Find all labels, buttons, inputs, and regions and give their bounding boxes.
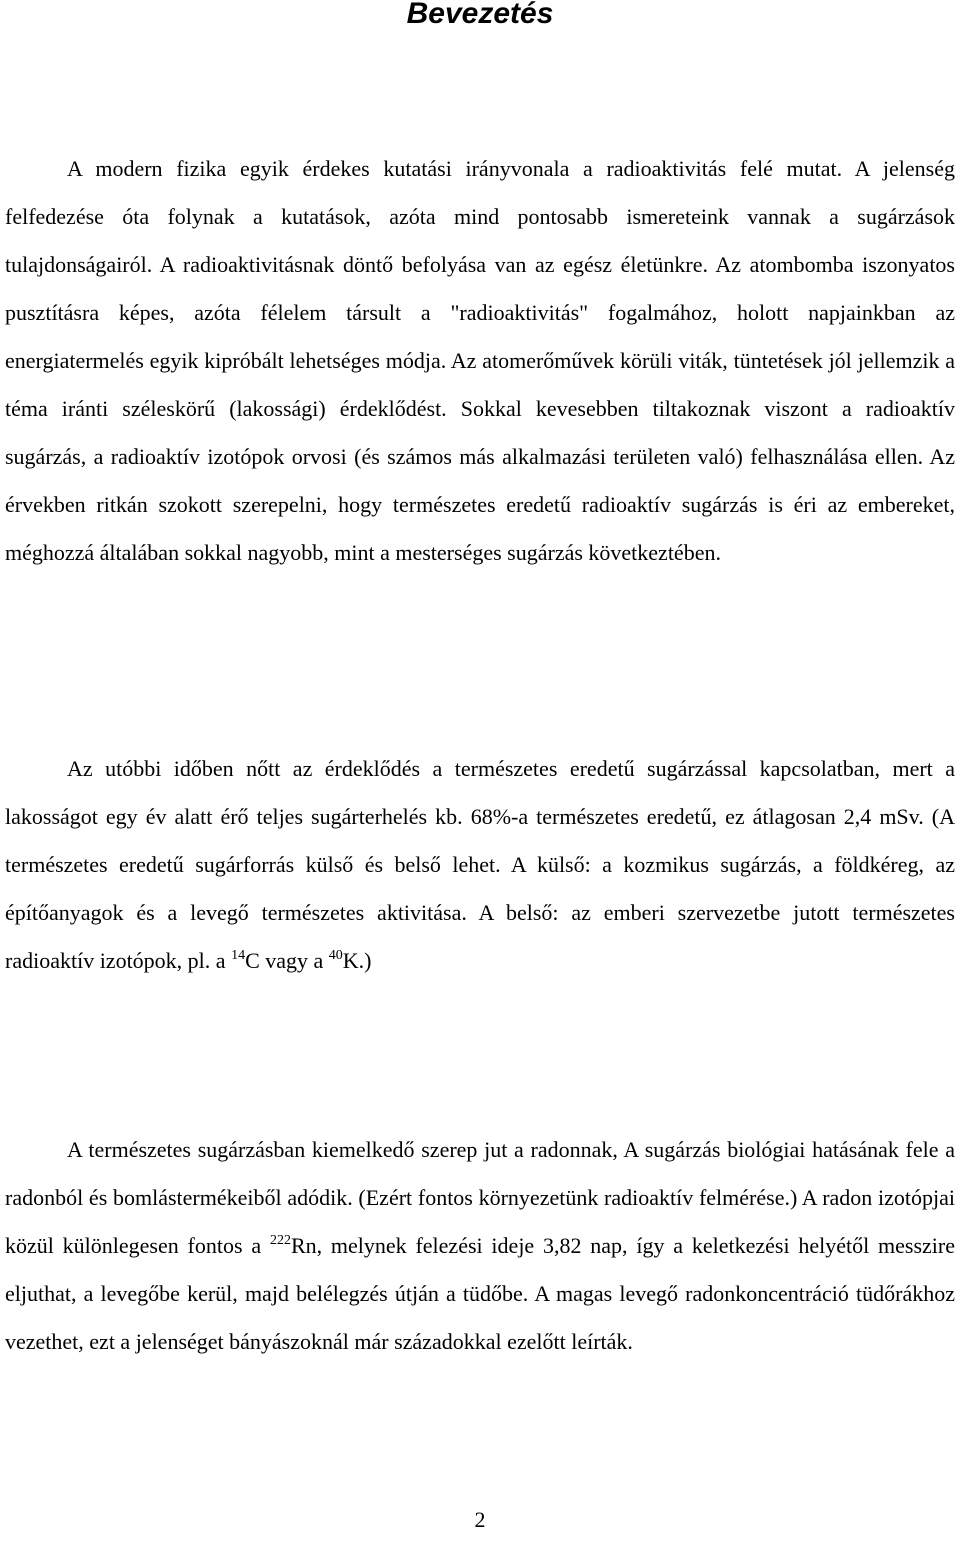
k40-symbol-text: K.) xyxy=(342,948,372,973)
paragraph-intro-text: A modern fizika egyik érdekes kutatási irányvonala a radioaktivitás felé mutat. A jelenség felfedezése óta folynak a kutatások, azóta mind pontosabb ismereteink vannak a sugárzások tulajdonságairól. A radioaktivitásnak döntő befolyása van az egész életünkre. Az atombomba iszonyatos pusztításra képes, azóta félelem társult a "radioaktivitás" fogalmához, holott napjainkban az energiatermelés egyik kipróbált lehetséges módja. Az atomerőművek körüli viták, tüntetések jól jellemzik a téma iránti széleskörű (lakossági) érdeklődést. Sokkal kevesebben tiltakoznak viszont a radioaktív sugárzás, a radioaktív izotópok orvosi (és számos más alkalmazási területen való) felhasználása ellen. Az érvekben ritkán szokott szerepelni, hogy természetes eredetű radioaktív sugárzás is éri az embereket, méghozzá általában sokkal nagyobb, mint a mesterséges sugárzás következtében. xyxy=(5,156,955,565)
c14-symbol-text: C vagy a xyxy=(245,948,329,973)
c14-mass-number: 14 xyxy=(231,948,246,963)
k40-mass-number: 40 xyxy=(328,948,343,963)
paragraph-natural-radiation-text: Az utóbbi időben nőtt az érdeklődés a természetes eredetű sugárzással kapcsolatban, mert a lakosságot egy év alatt érő teljes sugárterhelés kb. 68%-a természetes eredetű, ez átlagosan 2,4 mSv. (A természetes eredetű sugárforrás külső és belső lehet. A külső: a kozmikus sugárzás, a földkéreg, az építőanyagok és a levegő természetes aktivitása. A belső: az emberi szervezetbe jutott természetes radioaktív izotópok, pl. a xyxy=(5,756,955,973)
rn222-mass-number: 222 xyxy=(269,1233,291,1248)
paragraph-radon xyxy=(5,1126,955,1366)
paragraph-intro xyxy=(5,145,955,577)
paragraph-natural-radiation xyxy=(5,745,955,985)
document-title: Bevezetés xyxy=(406,0,554,30)
paragraph-radon-text: A természetes sugárzásban kiemelkedő szerep jut a radonnak, A sugárzás biológiai hatásának fele a radonból és bomlástermékeiből adódik. (Ezért fontos környezetünk radioaktív felmérése.) A radon izotópjai közül különlegesen fontos a xyxy=(5,1137,955,1258)
page-number: 2 xyxy=(474,1507,486,1532)
paragraph-radon-text-continued: Rn, melynek felezési ideje 3,82 nap, így a keletkezési helyétől messzire eljuthat, a levegőbe kerül, majd belélegzés útján a tüdőbe. A magas levegő radonkoncentráció tüdőrákhoz vezethet, ezt a jelenséget bányászoknál már századokkal ezelőtt leírták. xyxy=(5,1233,955,1354)
